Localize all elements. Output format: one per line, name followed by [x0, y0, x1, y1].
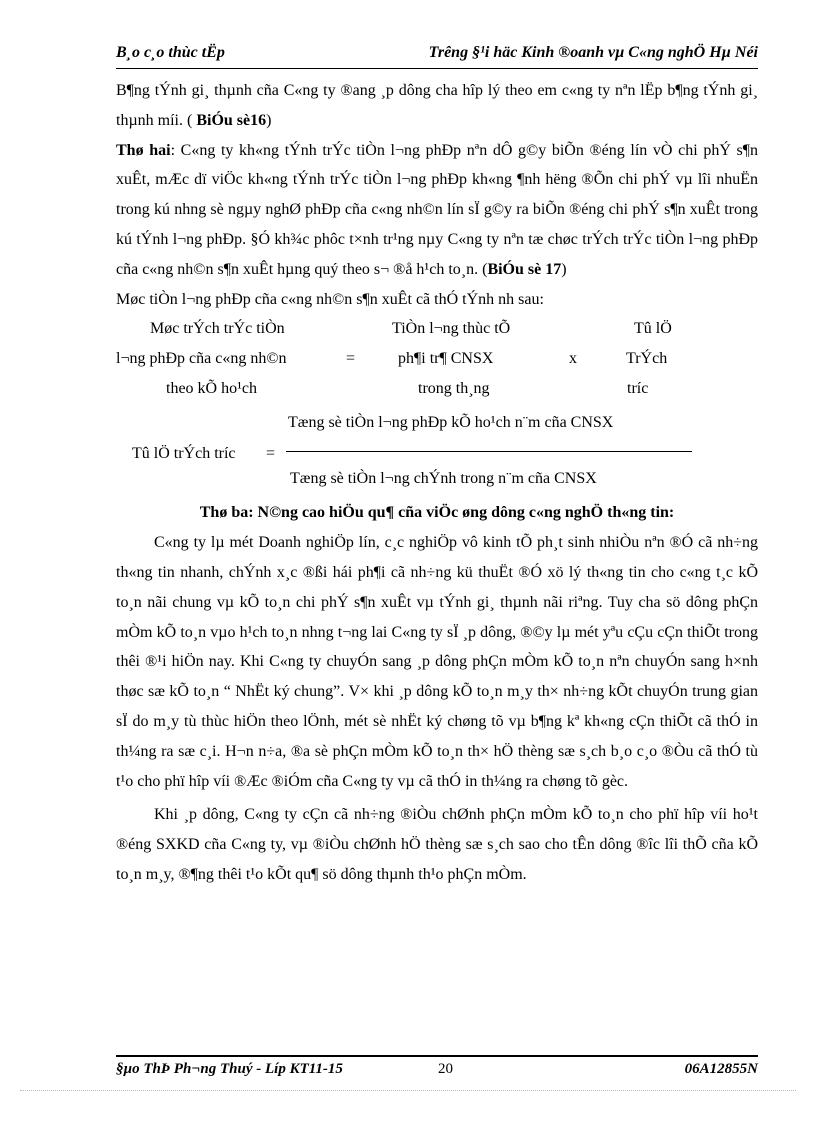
- formula1-times: x: [569, 350, 577, 368]
- formula2-numerator: Tæng sè tiÒn l¬ng phÐp kÕ ho¹ch n¨m cña CNSX: [288, 414, 614, 432]
- header-right: Trêng §¹i häc Kinh ®oanh vµ C«ng nghÖ Hµ Néi: [428, 44, 758, 61]
- page-number: 20: [438, 1061, 453, 1077]
- formula1-left-line1: Møc trÝch trÝc tiÒn: [150, 320, 285, 338]
- paragraph-5: C«ng ty lµ mét Doanh nghiÖp lín, c¸c nghiÖp vô kinh tÕ ph¸t sinh nhiÒu nªn ®Ó cã nh÷ng th«ng tin nhanh, chÝnh x¸c ®ßi hái ph¶i cã nh÷ng kü thuËt ®Ó xö lý th«ng tin cho c«ng t¸c kÕ to¸n nãi chung vµ kÕ to¸n chi phÝ s¶n xuÊt vµ tÝnh gi¸ thµnh nãi riªng. Tuy cha sö dông phÇn mÒm kÕ to¸n vµo h¹ch to¸n nhng t¬ng lai C«ng ty sÏ ¸p dông, ®©y lµ mét yªu cÇu cÇn thiÕt trong thêi ®¹i hiÖn nay. Khi C«ng ty chuyÓn sang ¸p dông phÇn mÒm kÕ to¸n nªn chuyÓn sang h×nh thøc sæ kÕ to¸n “ NhËt ký chung”. V× khi ¸p dông kÕ to¸n m¸y th× nh÷ng kÕt chuyÓn trung gian sÏ do m¸y tù thùc hiÖn theo lÖnh, mét sè nhËt ký chøng tõ vµ b¶ng kª kh«ng cÇn thiÕt cã thÓ in th¼ng ra sæ c¸i. H¬n n÷a, ®a sè phÇn mÒm kÕ to¸n th× hÖ thèng sæ s¸ch b¸o c¸o ®Òu cã thÓ tù t¹o cho phï hîp víi ®Æc ®iÓm cña C«ng ty vµ cã thÓ in th¼ng ra chøng tõ gèc.: [116, 534, 758, 790]
- formula2-label: Tû lÖ trÝch tríc: [132, 445, 236, 463]
- formula1-mid-line2: ph¶i tr¶ CNSX: [398, 350, 494, 368]
- document-body: [116, 76, 758, 890]
- p1-end: ): [266, 111, 272, 129]
- footer-rule: [116, 1055, 758, 1057]
- formula1-equals: =: [346, 350, 356, 368]
- formula1-right-line3: tríc: [627, 380, 649, 398]
- fraction-line: [286, 451, 692, 452]
- formula1-mid-line3: trong th¸ng: [418, 380, 490, 398]
- p4-title: Thø ba: N©ng cao hiÖu qu¶ cña viÖc øng dông c«ng nghÖ th«ng tin:: [199, 504, 675, 522]
- p2-reference: BiÓu sè 17: [487, 260, 562, 278]
- paragraph-3: Møc tiÒn l¬ng phÐp cña c«ng nh©n s¶n xuÊt cã thÓ tÝnh nh sau:: [116, 290, 544, 308]
- p1-line1: B¶ng tÝnh gi¸ thµnh cña C«ng ty ®ang ¸p dông cha hîp lý theo em c«ng ty nªn: [116, 82, 636, 99]
- header-left: B¸o c¸o thùc tËp: [116, 44, 225, 61]
- formula1-left-line2: l¬ng phÐp cña c«ng nh©n: [116, 350, 287, 368]
- formula1-mid-line1: TiÒn l¬ng thùc tÕ: [392, 320, 511, 338]
- formula-accrual-rate: [116, 406, 758, 498]
- p1-line2: lËp b¶ng tÝnh gi¸ thµnh míi. (: [116, 82, 758, 129]
- formula1-right-line1: Tû lÖ: [634, 320, 672, 338]
- p2-text: : C«ng ty kh«ng tÝnh trÝc tiÒn l¬ng phÐp nªn dÔ g©y biÕn ®éng lín vÒ chi phÝ s¶n xuÊt, mÆc dï viÖc kh«ng tÝnh trÝc tiÒn l¬ng phÐp kh«ng ¶nh hëng ®Õn chi phÝ vµ lîi nhuËn trong kú nhng sè ngµy nghØ phÐp cña c«ng nh©n lín sÏ g©y ra biÕn ®éng chi phÝ s¶n xuÊt trong kú tÝnh l¬ng phÐp. §Ó kh¾c phôc t×nh tr¹ng nµy C«ng ty nªn tæ chøc trÝch trÝc tiÒn l¬ng phÐp cña c«ng nh©n s¶n xuÊt hµng quý theo s¬ ®å h¹ch to¸n. (: [116, 141, 758, 278]
- paragraph-1: [116, 76, 758, 136]
- p2-end: ): [561, 260, 567, 278]
- header-rule: [116, 68, 758, 69]
- footer-code: 06A12855N: [684, 1061, 758, 1077]
- section-3-title: [116, 498, 758, 528]
- page-edge-dots: [20, 1090, 796, 1091]
- paragraph-6: Khi ¸p dông, C«ng ty cÇn cã nh÷ng ®iÒu chØnh phÇn mÒm kÕ to¸n cho phï hîp víi ho¹t ®éng SXKD cña C«ng ty, vµ ®iÒu chØnh hÖ thèng sæ s¸ch sao cho tÊn dông ®îc lîi thÕ cña kÕ to¸n m¸y, ®¶ng thêi t¹o kÕt qu¶ sö dông thµnh th¹o phÇn mÒm.: [116, 806, 758, 883]
- formula2-equals: =: [266, 445, 276, 463]
- footer-author: §µo ThÞ Ph¬ng Thuý - Líp KT11-15: [116, 1061, 343, 1077]
- p1-reference: BiÓu sè16: [196, 111, 267, 129]
- formula-monthly-accrual: [116, 314, 758, 404]
- formula1-right-line2: TrÝch: [626, 350, 668, 368]
- formula2-denominator: Tæng sè tiÒn l¬ng chÝnh trong n¨m cña CNSX: [290, 470, 597, 488]
- formula1-left-line3: theo kÕ ho¹ch: [166, 380, 257, 398]
- p2-title: Thø hai: [116, 141, 171, 159]
- paragraph-2: [116, 136, 758, 285]
